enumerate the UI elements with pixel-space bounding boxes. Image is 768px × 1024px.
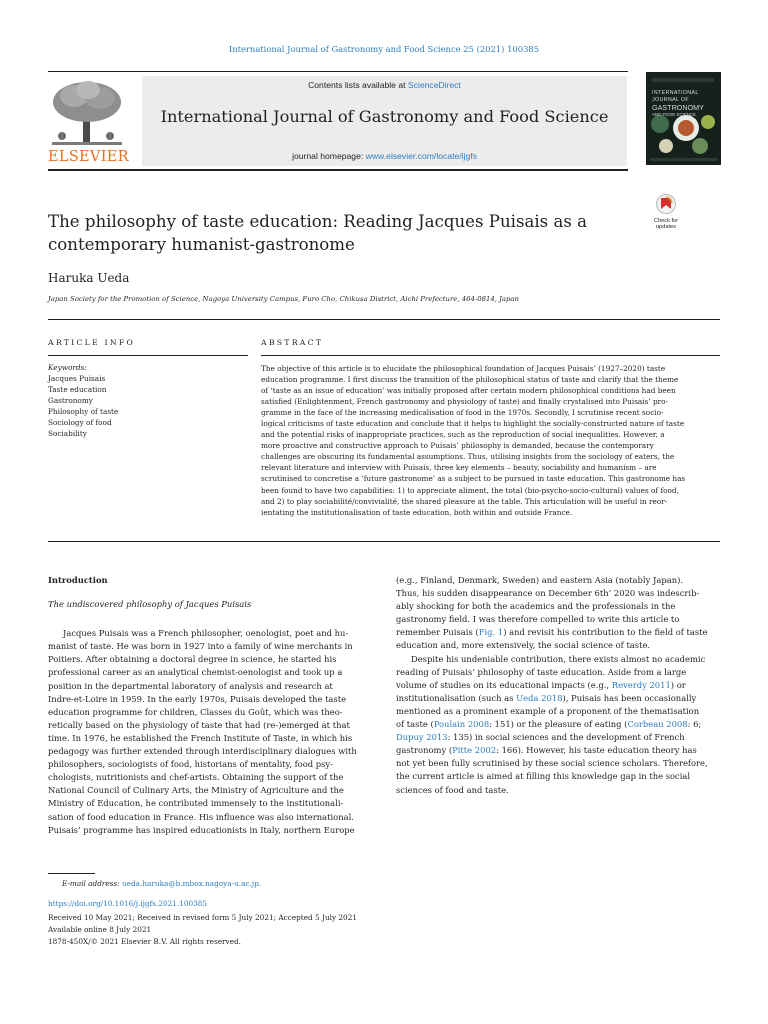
body-line (396, 718, 720, 731)
citation-link[interactable]: Corbeau 2008 (627, 719, 688, 730)
cfu-line-2: updates (656, 224, 676, 230)
abstract-line: gramme in the face of the increasing medicalisation of food in the 1970s. Secondly, I scrutinise recent socio- (261, 408, 664, 418)
article-info-heading: ARTICLE INFO (48, 338, 136, 347)
body-line: Despite his undeniable contribution, there exists almost no academic (411, 653, 706, 664)
body-line: time. In 1976, he established the French Institute of Taste, in which his (48, 732, 353, 743)
homepage-link[interactable]: www.elsevier.com/locate/ijgfs (365, 151, 477, 161)
check-for-updates-label (650, 218, 682, 230)
body-line: Puisais’ programme has inspired educationists in Italy, northern Europe (48, 824, 355, 835)
body-line: Thus, his sudden disappearance on December 6th’ 2020 was indescrib- (396, 588, 700, 599)
keywords-label: Keywords: (48, 363, 87, 372)
body-right-column (396, 574, 720, 797)
email-label: E-mail address: (62, 879, 120, 888)
body-text: ) and revisit his contribution to the field of taste (503, 627, 708, 638)
citation-link[interactable]: Ueda 2018 (516, 692, 563, 703)
keyword: Taste education (48, 385, 107, 394)
check-for-updates-icon (655, 194, 677, 214)
journal-title: International Journal of Gastronomy and Food Science (160, 107, 609, 126)
running-header[interactable]: International Journal of Gastronomy and Food Science 25 (2021) 100385 (228, 44, 540, 54)
author-name: Haruka Ueda (48, 271, 130, 285)
body-line: not yet been fully scrutinised by these social science scholars. Therefore, (396, 758, 708, 769)
cover-title (652, 90, 717, 118)
keyword: Gastronomy (48, 396, 93, 405)
body-line: (e.g., Finland, Denmark, Sweden) and eastern Asia (notably Japan). (396, 575, 684, 585)
citation-link[interactable]: Dupuy 2013 (396, 732, 448, 743)
footnote-rule (48, 873, 95, 874)
keyword: Sociology of food (48, 418, 112, 427)
journal-cover[interactable] (646, 72, 721, 165)
cover-line-3: AND FOOD SCIENCE (652, 112, 696, 117)
available-online: Available online 8 July 2021 (48, 925, 152, 934)
homepage-line (142, 151, 627, 161)
body-line: Indre-et-Loire in 1959. In the early 1970s, Puisais developed the taste (48, 693, 347, 704)
abstract-line: and 2) to play sociabilité/convivialité, the shared pleasure at the table. This articulation will be useful in reor- (261, 496, 668, 506)
body-text: ), Puisais has been occasionally (562, 692, 697, 703)
article-title (48, 210, 608, 256)
body-line: pedagogy was further extended through interdisciplinary dialogues with (48, 746, 357, 757)
body-text: of taste ( (396, 719, 434, 730)
article-title-line-1: The philosophy of taste education: Reading Jacques Puisais as a (48, 212, 588, 231)
keyword: Philosophy of taste (48, 407, 119, 416)
body-line: reading of Puisais’ philosophy of taste education. Aside from a large (396, 666, 687, 677)
figure-1-link[interactable]: Fig. 1 (478, 627, 504, 638)
abstract-line: education programme. I first discuss the transition of the philosophical status of taste and clarify that the theme (261, 375, 679, 385)
elsevier-wordmark: ELSEVIER (48, 149, 129, 165)
citation-link[interactable]: Poulain 2008 (433, 719, 490, 730)
body-text: institutionalisation (such as (396, 692, 517, 703)
body-line: Poitiers. After obtaining a doctoral degree in science, he started his (48, 654, 337, 665)
abstract-line: challenges are obscuring its fundamental assumptions. Thus, utilising insights from the sociology of eaters, the (261, 452, 675, 462)
body-text: : 166). However, his taste education theory has (496, 745, 697, 756)
body-line (396, 744, 720, 757)
body-text: : 151) or the pleasure of eating ( (489, 719, 628, 730)
body-line: sation of food education in France. His influence was also international. (48, 811, 354, 822)
body-line (396, 731, 720, 744)
body-line (396, 692, 720, 705)
abstract-line: The objective of this article is to elucidate the philosophical foundation of Jacques Puisais’ (1927–2020) taste (261, 364, 666, 373)
abstract-line: satisfied (Enlightenment, French gastronomy and physiology of taste) and finally crystalised into Puisais’ pro- (261, 397, 669, 407)
body-line: philosophers, sociologists of food, historians of mentality, food psy- (48, 759, 333, 770)
body-text: : 6; (687, 719, 702, 730)
body-text: remember Puisais ( (396, 627, 479, 638)
body-text: ) or (670, 679, 686, 690)
body-text: gastronomy ( (396, 745, 453, 756)
contents-line (142, 80, 627, 90)
keyword: Sociability (48, 429, 87, 438)
abstract-heading: ABSTRACT (261, 338, 324, 347)
abstract-text (261, 363, 720, 518)
received-dates: Received 10 May 2021; Received in revised form 5 July 2021; Accepted 5 July 2021 (48, 913, 357, 922)
author-affiliation: Japan Society for the Promotion of Science, Nagoya University Campus, Furo Cho, Chikusa District, Aichi Prefecture, 464-0814, Japan (48, 295, 519, 303)
contents-prefix: Contents lists available at (308, 80, 408, 90)
body-line: sciences of food and taste. (396, 784, 509, 795)
abstract-line: of ‘taste as an issue of education’ was initially proposed after certain modern philosophical conditions had been (261, 386, 676, 396)
body-line: ably shocking for both the academics and the professionals in the (396, 601, 676, 612)
body-line (396, 679, 720, 692)
body-line: position in the departmental laboratory of analysis and research at (48, 680, 333, 691)
keyword: Jacques Puisais (48, 374, 106, 383)
introduction-heading: Introduction (48, 575, 108, 585)
section-subheading: The undiscovered philosophy of Jacques Puisais (48, 599, 252, 610)
abstract-rule (261, 355, 720, 356)
check-for-updates-button[interactable] (650, 194, 682, 230)
abstract-line: more proactive and constructive approach to Puisais’ philosophy is demanded, because the contemporary (261, 441, 654, 451)
abstract-line: scrutinised to concretise a ‘future gastronome’ as a subject to be pursued in taste education. This gastronome has (261, 474, 686, 484)
keywords-list (48, 362, 248, 439)
body-line: retically based on the physiology of taste that had (re-)emerged at that (48, 719, 350, 730)
tree-icon (48, 78, 126, 148)
cover-line-2: GASTRONOMY (652, 103, 704, 112)
abstract-line: been found to have two capabilities: 1) to appreciate aliment, the total (bio-psycho-socio-cultural) values of food, (261, 485, 679, 495)
cfu-line-1: Check for (654, 218, 678, 224)
body-line: education programme for children, Classes du Goût, which was theo- (48, 706, 343, 717)
masthead-bottom-rule (48, 169, 628, 171)
abstract-line: logical criticisms of taste education and conclude that it helps to highlight the socially-constructed nature of taste (261, 419, 685, 429)
body-line: mentioned as a prominent example of a proponent of the thematisation (396, 705, 700, 716)
masthead-top-rule (48, 71, 628, 72)
body-line: National Council of Culinary Arts, the Ministry of Agriculture and the (48, 785, 344, 796)
body-line: education and, more extensively, the social science of taste. (396, 640, 651, 651)
body-line: Ministry of Education, he contributed immensely to the institutionali- (48, 798, 344, 809)
doi-link[interactable]: https://doi.org/10.1016/j.ijgfs.2021.100385 (48, 899, 208, 908)
sciencedirect-link[interactable]: ScienceDirect (407, 80, 461, 90)
email-link[interactable]: ueda.haruka@b.mbox.nagoya-u.ac.jp. (121, 879, 262, 888)
article-info-rule (48, 355, 248, 356)
abstract-line: and the potential risks of inappropriate practices, such as the reproduction of social inequalities. However, a (261, 430, 665, 440)
abstract-line: relevant literature and interview with Puisais, three key elements – beauty, sociability and humanism – are (261, 463, 657, 473)
title-divider (48, 319, 720, 320)
copyright-line: 1878-450X/© 2021 Elsevier B.V. All rights reserved. (48, 937, 241, 946)
cover-art-icon (646, 72, 721, 165)
body-line (396, 626, 720, 639)
homepage-prefix: journal homepage: (292, 151, 366, 161)
body-line: professional career as an analytical chemist-oenologist and took up a (48, 667, 343, 678)
body-left-column (48, 574, 371, 837)
cover-line-1: INTERNATIONAL JOURNAL OF (652, 90, 699, 103)
body-line: the current article is aimed at filling this knowledge gap in the social (396, 771, 691, 782)
abstract-divider (48, 541, 720, 542)
abstract-line: ientating the institutionalisation of taste education, both within and outside France. (261, 507, 573, 517)
body-text: : 135) in social sciences and the development of French (447, 732, 685, 743)
citation-link[interactable]: Reverdy 2011 (611, 679, 671, 690)
body-line: Jacques Puisais was a French philosopher, oenologist, poet and hu- (63, 628, 349, 639)
citation-link[interactable]: Pitte 2002 (452, 745, 497, 756)
article-title-line-2: contemporary humanist-gastronome (48, 235, 355, 254)
body-line: manist of taste. He was born in 1927 into a family of wine merchants in (48, 641, 353, 652)
body-text: volume of studies on its educational impacts (e.g., (396, 679, 612, 690)
body-line: chologists, nutritionists and chef-artists. Obtaining the support of the (48, 772, 344, 783)
body-line: gastronomy field. I was therefore compelled to write this article to (396, 614, 680, 625)
email-footnote (62, 879, 261, 888)
